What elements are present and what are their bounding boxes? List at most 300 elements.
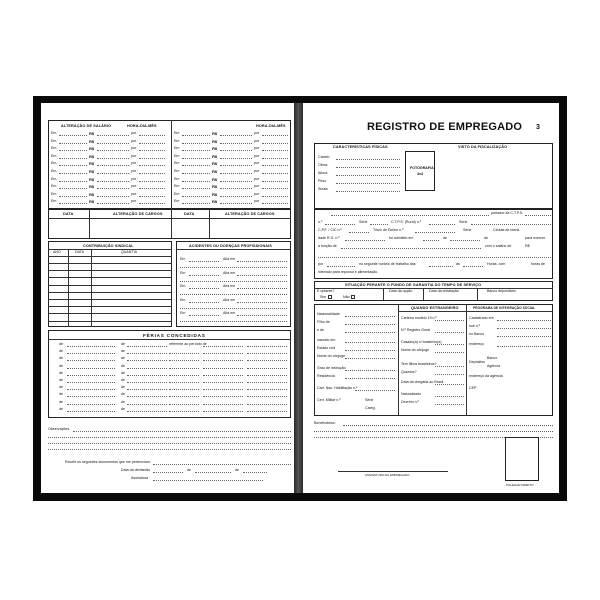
ident-intervalo: horas de bbox=[531, 262, 545, 266]
salary-suffix: por bbox=[131, 191, 137, 196]
salary-suffix: por bbox=[254, 169, 260, 173]
vacation-row-prefix: de bbox=[59, 363, 63, 368]
vacation-row-prefix-2: de bbox=[121, 399, 125, 404]
salary-row-prefix: Em bbox=[51, 199, 57, 204]
salary-suffix: por bbox=[254, 153, 260, 158]
vacation-date-line-2 bbox=[127, 368, 167, 369]
vacation-period-line bbox=[203, 382, 243, 383]
union-row-line bbox=[48, 313, 172, 314]
vacation-date-line bbox=[67, 404, 115, 405]
personal-line-casado bbox=[435, 344, 464, 345]
ident-por: por bbox=[318, 262, 324, 266]
salary-suffix: por bbox=[131, 131, 137, 135]
personal-line-carteira bbox=[435, 320, 464, 321]
salary-row-prefix: Em bbox=[51, 176, 57, 181]
salary-amount-line bbox=[220, 135, 252, 136]
footer-signature-label: Assinatura bbox=[131, 476, 148, 480]
salary-amount-line bbox=[97, 135, 129, 136]
vacation-row-prefix-2: de bbox=[121, 392, 125, 397]
ident-ctps-rural: C.T.P.S. (Rural) n.º bbox=[391, 220, 422, 224]
fgts-data-retratacao: Data da retratação bbox=[429, 289, 459, 293]
vacation-date-line bbox=[67, 346, 115, 347]
personal-line-naturalizado bbox=[435, 396, 464, 397]
personal-line-estado_civil bbox=[345, 350, 395, 351]
personal-line-cadastrado bbox=[497, 320, 551, 321]
salary-suffix: por bbox=[254, 191, 260, 196]
accident-discharge-line bbox=[237, 261, 287, 262]
book-spine bbox=[294, 103, 303, 493]
vacation-row-prefix: de bbox=[59, 385, 63, 390]
salary-suffix: por bbox=[131, 161, 137, 166]
salary-currency: R$ bbox=[212, 131, 218, 136]
ident-admitido: foi admitido em bbox=[389, 236, 414, 240]
vacation-date-line bbox=[67, 396, 115, 397]
personal-line-sob bbox=[497, 328, 551, 329]
vacation-date-line bbox=[67, 382, 115, 383]
salary-period-line bbox=[262, 181, 288, 182]
personal-line-tem_filhos bbox=[435, 366, 464, 367]
union-amount-col: QUANTIA bbox=[121, 250, 137, 254]
vacation-period-line bbox=[203, 411, 243, 412]
vacation-ref-line bbox=[169, 368, 199, 369]
vacation-row-prefix-2: de bbox=[121, 370, 125, 375]
personal-line-nascido bbox=[345, 342, 395, 343]
salary-date-line bbox=[59, 158, 87, 159]
salary-suffix: por bbox=[254, 146, 260, 151]
salary-currency: R$ bbox=[212, 161, 218, 167]
salary-period-line bbox=[139, 143, 165, 144]
vacation-date-line bbox=[67, 389, 115, 390]
personal-banco: Banco bbox=[487, 356, 498, 360]
role-change-col-2: ALTERAÇÃO DE CARGOS bbox=[225, 212, 275, 216]
vacation-date-line-2 bbox=[127, 404, 167, 405]
physical-field-0: Cabelo bbox=[318, 155, 330, 159]
salary-date-line bbox=[182, 135, 210, 136]
salary-currency: R$ bbox=[89, 199, 95, 205]
salary-period-line bbox=[139, 188, 165, 189]
register-title: REGISTRO DE EMPREGADO bbox=[367, 121, 523, 133]
ident-titulo: Título de Eleitor n.º bbox=[373, 228, 404, 232]
salary-date-line bbox=[182, 196, 210, 197]
physical-title: CARACTERÍSTICAS FÍSICAS bbox=[333, 145, 388, 149]
personal-line-nome_conjuge bbox=[345, 358, 395, 359]
union-row-line bbox=[48, 321, 172, 322]
vacation-date-line bbox=[67, 375, 115, 376]
vacation-period-line-2 bbox=[247, 389, 287, 390]
salary-suffix: por bbox=[254, 199, 260, 204]
vacation-row-prefix: de bbox=[59, 392, 63, 397]
page-number: 3 bbox=[536, 124, 540, 131]
physical-field-line bbox=[336, 191, 400, 192]
vacation-period-line-2 bbox=[247, 404, 287, 405]
personal-line-residencia bbox=[345, 378, 395, 379]
salary-date-line bbox=[182, 143, 210, 144]
salary-row-prefix: Em bbox=[174, 184, 180, 189]
salary-currency: R$ bbox=[212, 146, 218, 152]
vacation-date-line-2 bbox=[127, 353, 167, 354]
role-date-col-2: DATA bbox=[184, 212, 195, 216]
personal-decreto: Decreto n.º bbox=[401, 400, 419, 404]
vacation-date-line-2 bbox=[127, 382, 167, 383]
vacation-row-prefix: de bbox=[59, 406, 63, 411]
salary-date-line bbox=[182, 173, 210, 174]
salary-row-prefix: Em bbox=[51, 169, 57, 173]
accident-desc-line bbox=[180, 267, 287, 268]
ident-salario: com o salário de bbox=[485, 244, 512, 248]
salary-period-line bbox=[262, 196, 288, 197]
salary-title: ALTERAÇÃO DE SALÁRIO bbox=[61, 124, 112, 128]
footer-received: Recebi os seguintes documentos que me pertenciam: bbox=[65, 460, 151, 464]
personal-line-quantos bbox=[435, 374, 464, 375]
salary-date-line bbox=[59, 165, 87, 166]
salary-amount-line bbox=[220, 188, 252, 189]
vacation-date-line-2 bbox=[127, 389, 167, 390]
accident-discharge: Alta em bbox=[223, 284, 236, 288]
vacation-row-prefix: de bbox=[59, 378, 63, 382]
accident-row-prefix: Em bbox=[180, 284, 186, 288]
vacation-ref-line bbox=[169, 404, 199, 405]
accident-desc-line bbox=[180, 321, 287, 322]
salary-suffix: por bbox=[131, 169, 137, 173]
salary-period-line bbox=[139, 203, 165, 204]
salary-period-line bbox=[262, 165, 288, 166]
salary-row-prefix: Em bbox=[174, 191, 180, 196]
salary-currency: R$ bbox=[212, 169, 218, 174]
vacation-period-line bbox=[203, 368, 243, 369]
personal-line-no_banco bbox=[497, 336, 551, 337]
foreigner-title: QUANDO ESTRANGEIRO bbox=[411, 306, 459, 310]
personal-data_chegada: Data da chegada ao Brasil bbox=[401, 380, 444, 384]
salary-date-line bbox=[59, 143, 87, 144]
salary-period-line bbox=[262, 143, 288, 144]
vacation-ref: referente ao período de bbox=[169, 342, 207, 346]
salary-suffix: por bbox=[254, 131, 260, 135]
accident-date-line bbox=[189, 275, 219, 276]
vacation-period-line-2 bbox=[247, 360, 287, 361]
salary-currency: R$ bbox=[212, 199, 218, 205]
footer-dismissal-label: Data da demissão bbox=[121, 468, 150, 472]
salary-row-prefix: Em bbox=[51, 153, 57, 158]
salary-row-prefix: Em bbox=[174, 199, 180, 204]
salary-suffix: por bbox=[131, 138, 137, 143]
vacation-ref-line bbox=[169, 360, 199, 361]
personal-nome_conj2: Nome do cônjuge bbox=[401, 348, 430, 352]
salary-period-line bbox=[139, 150, 165, 151]
fgts-sim-checkbox[interactable] bbox=[328, 295, 332, 299]
personal-cert-militar: Cert. Militar n.º bbox=[317, 398, 341, 402]
footer-de: de bbox=[187, 468, 191, 472]
personal-endereco-ag: endereço da agência bbox=[469, 374, 503, 378]
salary-date-line bbox=[182, 181, 210, 182]
salary-hour-col-2: HORA-DIA-MÊS bbox=[256, 124, 286, 128]
vacation-ref-line bbox=[169, 382, 199, 383]
accident-discharge-line bbox=[237, 288, 287, 289]
union-title: CONTRIBUIÇÃO SINDICAL bbox=[83, 244, 134, 248]
union-year-col: ANO bbox=[53, 250, 61, 254]
vacation-period-line bbox=[203, 353, 243, 354]
salary-period-line bbox=[139, 165, 165, 166]
union-row-line bbox=[48, 292, 172, 293]
pis-title: PROGRAMA DE INTEGRAÇÃO SOCIAL bbox=[473, 306, 536, 310]
personal-estado_civil: Estado civil bbox=[317, 346, 336, 350]
left-page bbox=[41, 103, 294, 493]
physical-field-4: Sinais bbox=[318, 187, 328, 191]
salary-row-prefix: Em bbox=[174, 176, 180, 181]
accident-row-prefix: Em bbox=[180, 270, 186, 275]
salary-amount-line bbox=[97, 188, 129, 189]
physical-field-2: Altura bbox=[318, 171, 328, 175]
salary-suffix: por bbox=[254, 138, 260, 143]
vacation-date-line-2 bbox=[127, 360, 167, 361]
accident-discharge: Alta em bbox=[223, 297, 236, 302]
salary-amount-line bbox=[220, 143, 252, 144]
thumb-label: POLEGAR DIREITO bbox=[506, 483, 534, 487]
thumbprint-box bbox=[505, 437, 539, 481]
ident-exercer: para exercer bbox=[525, 236, 546, 240]
photo-box bbox=[405, 151, 435, 191]
vacation-row-prefix-2: de bbox=[121, 349, 125, 354]
salary-amount-line bbox=[97, 158, 129, 159]
fgts-sim: Sim bbox=[320, 295, 327, 299]
personal-depositos: Depósitos bbox=[469, 360, 485, 364]
personal-cep: CEP bbox=[469, 386, 477, 390]
salary-amount-line bbox=[97, 165, 129, 166]
salary-amount-line bbox=[220, 173, 252, 174]
salary-date-line bbox=[59, 188, 87, 189]
personal-grau: Grau de instrução bbox=[317, 366, 346, 370]
personal-agencia: Agência bbox=[487, 364, 500, 368]
ident-ctps: portador da C.T.P.S. bbox=[491, 211, 524, 215]
salary-suffix: por bbox=[254, 176, 260, 181]
vacations-title: FÉRIAS CONCEDIDAS bbox=[143, 333, 206, 338]
salary-row-prefix: Em bbox=[174, 131, 180, 135]
personal-cadastrado: Cadastrado em bbox=[469, 316, 494, 320]
personal-no_banco: no Banco bbox=[469, 332, 485, 336]
salary-amount-line bbox=[97, 150, 129, 151]
salary-period-line bbox=[262, 135, 288, 136]
personal-line-decreto bbox=[435, 404, 464, 405]
ident-funcao: a função de bbox=[318, 244, 337, 248]
vacation-date-line-2 bbox=[127, 411, 167, 412]
vacation-period-line-2 bbox=[247, 346, 287, 347]
union-row-line bbox=[48, 299, 172, 300]
personal-serie: Série bbox=[365, 398, 374, 402]
vacation-period-line-2 bbox=[247, 375, 287, 376]
vacation-date-line-2 bbox=[127, 396, 167, 397]
vacation-ref-line bbox=[169, 353, 199, 354]
salary-row-prefix: Em bbox=[174, 169, 180, 173]
ident-de-2: de bbox=[484, 236, 488, 240]
union-row-line bbox=[48, 263, 172, 264]
vacation-row-prefix-2: de bbox=[121, 363, 125, 368]
salary-period-line bbox=[139, 181, 165, 182]
physical-field-3: Peso bbox=[318, 179, 327, 183]
physical-field-1: Olhos bbox=[318, 163, 328, 167]
ident-horario: no seguinte horário de trabalho das bbox=[359, 262, 416, 266]
right-page bbox=[303, 103, 559, 493]
union-row-line bbox=[48, 285, 172, 286]
ident-serie-3: Série bbox=[463, 228, 472, 232]
observations-label: Observações: bbox=[48, 427, 71, 431]
personal-line-endereco bbox=[497, 346, 551, 347]
accident-row-prefix: Em bbox=[180, 257, 186, 261]
accident-date-line bbox=[189, 315, 219, 316]
personal-filho: Filho de bbox=[317, 320, 330, 324]
salary-amount-line bbox=[220, 158, 252, 159]
identity-section bbox=[314, 209, 553, 279]
salary-period-line bbox=[262, 203, 288, 204]
accident-date-line bbox=[189, 261, 219, 262]
salary-period-line bbox=[139, 158, 165, 159]
personal-tem_filhos: Tem filhos brasileiros? bbox=[401, 362, 437, 366]
union-date-col: DATA bbox=[75, 250, 85, 254]
union-row-line bbox=[48, 306, 172, 307]
personal-line-n_registro bbox=[435, 332, 464, 333]
vacation-row-prefix: de bbox=[59, 370, 63, 375]
salary-amount-line bbox=[220, 181, 252, 182]
vacation-ref-line bbox=[169, 375, 199, 376]
vacation-row-prefix-2: de bbox=[121, 356, 125, 361]
personal-nome_conjuge: Nome do cônjuge bbox=[317, 354, 346, 358]
salary-amount-line bbox=[97, 181, 129, 182]
vacation-period-line bbox=[203, 360, 243, 361]
salary-currency: R$ bbox=[89, 153, 95, 159]
salary-amount-line bbox=[97, 143, 129, 144]
salary-currency: R$ bbox=[212, 184, 218, 190]
vacation-period-line-2 bbox=[247, 368, 287, 369]
salary-date-line bbox=[182, 203, 210, 204]
ident-serie: Série bbox=[359, 220, 368, 224]
salary-currency: R$ bbox=[89, 138, 95, 144]
salary-row-prefix: Em bbox=[51, 191, 57, 196]
vacation-row-prefix: de bbox=[59, 399, 63, 404]
ident-intervalo-2: intervalo para repouso e alimentação. bbox=[318, 270, 379, 274]
personal-nacionalidade: Nacionalidade bbox=[317, 312, 340, 316]
vacation-period-line bbox=[203, 404, 243, 405]
vacation-period-line bbox=[203, 389, 243, 390]
photo-label: FOTOGRAFIA bbox=[410, 166, 434, 170]
salary-suffix: por bbox=[131, 153, 137, 158]
salary-date-line bbox=[59, 196, 87, 197]
salary-currency: R$ bbox=[89, 176, 95, 182]
union-row-line bbox=[48, 277, 172, 278]
personal-e: e de bbox=[317, 328, 324, 332]
accident-row-prefix: Em bbox=[180, 311, 186, 315]
salary-currency: R$ bbox=[89, 184, 95, 190]
salary-date-line bbox=[182, 188, 210, 189]
salary-date-line bbox=[59, 150, 87, 151]
salary-row-prefix: Em bbox=[174, 161, 180, 166]
fgts-title: SITUAÇÃO PERANTE O FUNDO DE GARANTIA DO TEMPO DE SERVIÇO bbox=[345, 283, 482, 287]
salary-currency: R$ bbox=[212, 191, 218, 197]
salary-amount-line bbox=[97, 203, 129, 204]
salary-date-line bbox=[182, 165, 210, 166]
vacation-row-prefix: de bbox=[59, 356, 63, 361]
vacation-ref-line bbox=[169, 411, 199, 412]
salary-amount-line bbox=[220, 203, 252, 204]
salary-currency: R$ bbox=[212, 176, 218, 182]
salary-row-prefix: Em bbox=[51, 146, 57, 151]
salary-date-line bbox=[59, 181, 87, 182]
salary-row-prefix: Em bbox=[51, 161, 57, 166]
personal-line-e bbox=[345, 332, 395, 333]
salary-suffix: por bbox=[131, 199, 137, 204]
salary-row-prefix: Em bbox=[174, 138, 180, 143]
vacation-row-prefix: de bbox=[59, 349, 63, 354]
vacation-period-line bbox=[203, 375, 243, 376]
personal-naturalizado: Naturalizado bbox=[401, 392, 422, 396]
accident-discharge: Alta em bbox=[223, 311, 236, 315]
vacation-date-line bbox=[67, 360, 115, 361]
salary-date-line bbox=[182, 150, 210, 151]
salary-suffix: por bbox=[254, 161, 260, 166]
salary-date-line bbox=[59, 203, 87, 204]
fgts-banco: Banco depositário bbox=[487, 289, 516, 293]
ident-nr: n.º bbox=[318, 220, 323, 224]
vacation-date-line bbox=[67, 411, 115, 412]
salary-row-prefix: Em bbox=[174, 153, 180, 158]
vacation-date-line-2 bbox=[127, 346, 167, 347]
vacation-period-line bbox=[203, 396, 243, 397]
accident-discharge-line bbox=[237, 275, 287, 276]
footer-de-2: de bbox=[235, 468, 239, 472]
fgts-nao: Não bbox=[343, 295, 350, 299]
personal-nascido: nascido em bbox=[317, 338, 336, 342]
personal-line-data_chegada bbox=[435, 384, 464, 385]
salary-row-prefix: Em bbox=[51, 131, 57, 135]
personal-line-grau bbox=[345, 370, 395, 371]
salary-date-line bbox=[59, 173, 87, 174]
ident-de: de bbox=[443, 236, 447, 240]
accident-date-line bbox=[189, 302, 219, 303]
vacation-row-prefix-2: de bbox=[121, 378, 125, 382]
personal-line-cart_hab bbox=[355, 390, 395, 391]
salary-hour-col: HORA-DIA-MÊS bbox=[127, 124, 157, 128]
role-date-col: DATA bbox=[63, 212, 74, 216]
fgts-nao-checkbox[interactable] bbox=[351, 295, 355, 299]
vacation-period-line-2 bbox=[247, 411, 287, 412]
vacation-period-line-2 bbox=[247, 396, 287, 397]
salary-currency: R$ bbox=[212, 138, 218, 144]
salary-currency: R$ bbox=[212, 153, 218, 159]
personal-carteira: Carteira modelo 19 n.º bbox=[401, 316, 437, 320]
ident-ferias: Horas, com bbox=[487, 262, 506, 266]
salary-date-line bbox=[182, 158, 210, 159]
personal-n_registro: N.º Registro Geral bbox=[401, 328, 431, 332]
ident-currency: R$ bbox=[525, 244, 530, 248]
physical-field-line bbox=[336, 183, 400, 184]
salary-suffix: por bbox=[131, 146, 137, 151]
vacation-period-line-2 bbox=[247, 353, 287, 354]
personal-line-nacionalidade bbox=[345, 316, 395, 317]
ident-serie-2: Série bbox=[459, 220, 468, 224]
vacation-row-prefix-2: de bbox=[121, 385, 125, 390]
vacation-ref-line bbox=[169, 389, 199, 390]
salary-period-line bbox=[262, 158, 288, 159]
salary-suffix: por bbox=[131, 176, 137, 181]
salary-amount-line bbox=[220, 196, 252, 197]
salary-date-line bbox=[59, 135, 87, 136]
salary-row-prefix: Em bbox=[174, 146, 180, 151]
personal-line-filho bbox=[345, 324, 395, 325]
salary-row-prefix: Em bbox=[51, 184, 57, 189]
physical-field-line bbox=[336, 167, 400, 168]
union-row-line bbox=[48, 270, 172, 271]
vacation-date-line bbox=[67, 368, 115, 369]
salary-period-line bbox=[262, 188, 288, 189]
salary-period-line bbox=[139, 173, 165, 174]
salary-period-line bbox=[139, 196, 165, 197]
